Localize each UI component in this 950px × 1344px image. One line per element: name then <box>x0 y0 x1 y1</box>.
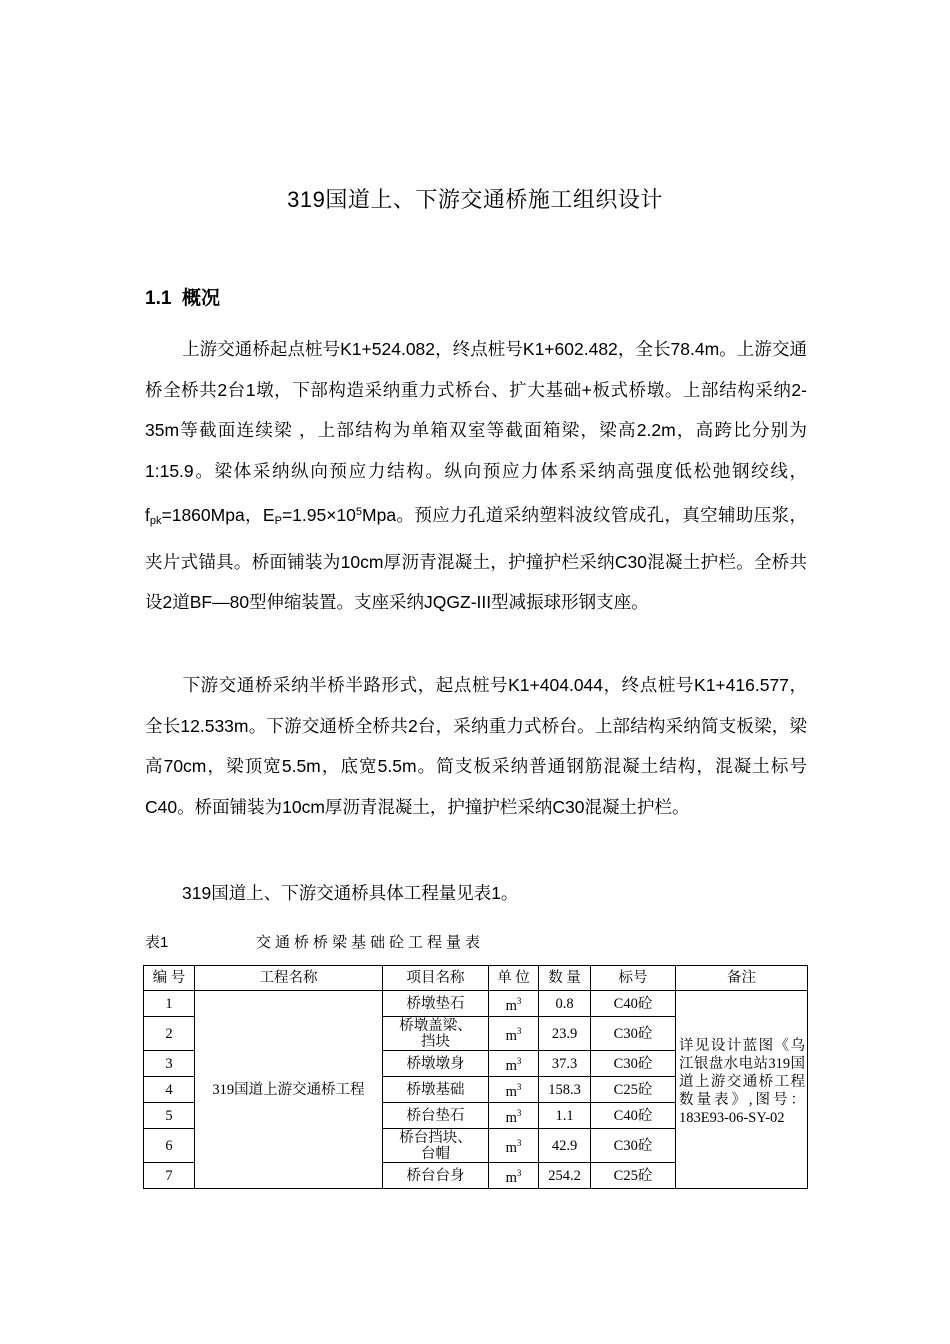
cell-no: 3 <box>144 1051 195 1077</box>
cell-no: 7 <box>144 1163 195 1189</box>
table-title: 交通桥桥梁基础砼工程量表 <box>256 934 485 951</box>
header-qty: 数 量 <box>539 966 591 991</box>
cell-unit: $m^3$ <box>489 1103 539 1129</box>
header-note: 备注 <box>676 966 808 991</box>
cell-grade: C30砼 <box>591 1129 676 1163</box>
header-item: 项目名称 <box>383 966 489 991</box>
cell-unit: $m^3$ <box>489 1129 539 1163</box>
paragraph-text: 上游交通桥起点桩号K1+524.082，终点桩号K1+602.482，全长78.4m。上游交通桥全桥共2台1墩，下部构造采纳重力式桥台、扩大基础+板式桥墩。上部结构采纳2-35m等截面连续梁 ，上部结构为单箱双室等截面箱梁，梁高2.2m，高跨比分别为1:15.9。梁体采纳纵向预应力结构。纵向预应力体系采纳高强度低松弛钢绞线，f <box>145 339 807 525</box>
cell-grade: C30砼 <box>591 1051 676 1077</box>
paragraph-text: =1.95×10 <box>281 504 356 525</box>
cell-qty: 254.2 <box>539 1163 591 1189</box>
cell-unit: $m^3$ <box>489 1051 539 1077</box>
section-title: 概况 <box>181 288 220 309</box>
cell-unit: $m^3$ <box>489 1077 539 1103</box>
cell-unit: $m^3$ <box>489 1163 539 1189</box>
cell-no: 5 <box>144 1103 195 1129</box>
cell-grade: C25砼 <box>591 1163 676 1189</box>
paragraph-text: 下游交通桥采纳半桥半路形式，起点桩号K1+404.044，终点桩号K1+416.577，全长12.533m。下游交通桥全桥共2台，采纳重力式桥台。上部结构采纳简支板梁，梁高70cm，梁顶宽5.5m，底宽5.5m。简支板采纳普通钢筋混凝土结构，混凝土标号C40。桥面铺装为10cm厚沥青混凝土，护撞护栏采纳C30混凝土护栏。 <box>145 675 807 818</box>
cell-unit: $m^3$ <box>489 1017 539 1051</box>
cell-item: 桥墩基础 <box>383 1077 489 1103</box>
cell-no: 2 <box>144 1017 195 1051</box>
cell-item: 桥墩墩身 <box>383 1051 489 1077</box>
cell-qty: 37.3 <box>539 1051 591 1077</box>
cell-item: 桥墩盖梁、 挡块 <box>383 1017 489 1051</box>
cell-qty: 42.9 <box>539 1129 591 1163</box>
cell-qty: 0.8 <box>539 991 591 1017</box>
cell-grade: C40砼 <box>591 1103 676 1129</box>
cell-item: 桥台台身 <box>383 1163 489 1189</box>
cell-no: 1 <box>144 991 195 1017</box>
cell-grade: C40砼 <box>591 991 676 1017</box>
cell-note: 详见设计蓝图《乌江银盘水电站319国道上游交通桥工程数量表》,图号：183E93-06-SY-02 <box>676 991 808 1189</box>
paragraph-upstream-bridge <box>145 329 807 623</box>
cell-item: 桥墩垫石 <box>383 991 489 1017</box>
paragraph-text: Mpa。预应力孔道采纳塑料波纹管成孔，真空辅助压浆，夹片式锚具。桥面铺装为10cm厚沥青混凝土，护撞护栏采纳C30混凝土护栏。全桥共设2道BF—80型伸缩装置。支座采纳JQGZ-III型减振球形钢支座。 <box>145 504 807 613</box>
header-grade: 标号 <box>591 966 676 991</box>
paragraph-text: 319国道上、下游交通桥具体工程量见表1。 <box>182 883 519 903</box>
subscript-pk: pk <box>149 514 162 527</box>
cell-qty: 1.1 <box>539 1103 591 1129</box>
header-project: 工程名称 <box>195 966 383 991</box>
quantity-table <box>143 965 808 1189</box>
cell-no: 6 <box>144 1129 195 1163</box>
cell-qty: 158.3 <box>539 1077 591 1103</box>
cell-no: 4 <box>144 1077 195 1103</box>
paragraph-text: =1860Mpa，E <box>161 504 275 525</box>
table-number: 表1 <box>145 934 169 951</box>
header-no: 编 号 <box>144 966 195 991</box>
subscript-p: P <box>274 514 282 527</box>
header-unit: 单 位 <box>489 966 539 991</box>
section-heading <box>145 283 220 310</box>
paragraph-table-reference <box>145 873 807 914</box>
section-number: 1.1 <box>145 288 172 309</box>
cell-unit: $m^3$ <box>489 991 539 1017</box>
cell-project-name: 319国道上游交通桥工程 <box>195 991 383 1189</box>
cell-grade: C30砼 <box>591 1017 676 1051</box>
table-header-row <box>144 966 808 991</box>
cell-item: 桥台垫石 <box>383 1103 489 1129</box>
cell-grade: C25砼 <box>591 1077 676 1103</box>
document-title: 319国道上、下游交通桥施工组织设计 <box>287 187 663 212</box>
paragraph-downstream-bridge <box>145 665 807 828</box>
table-row <box>144 991 808 1017</box>
superscript-5: 5 <box>355 505 363 518</box>
cell-item: 桥台挡块、 台帽 <box>383 1129 489 1163</box>
cell-qty: 23.9 <box>539 1017 591 1051</box>
